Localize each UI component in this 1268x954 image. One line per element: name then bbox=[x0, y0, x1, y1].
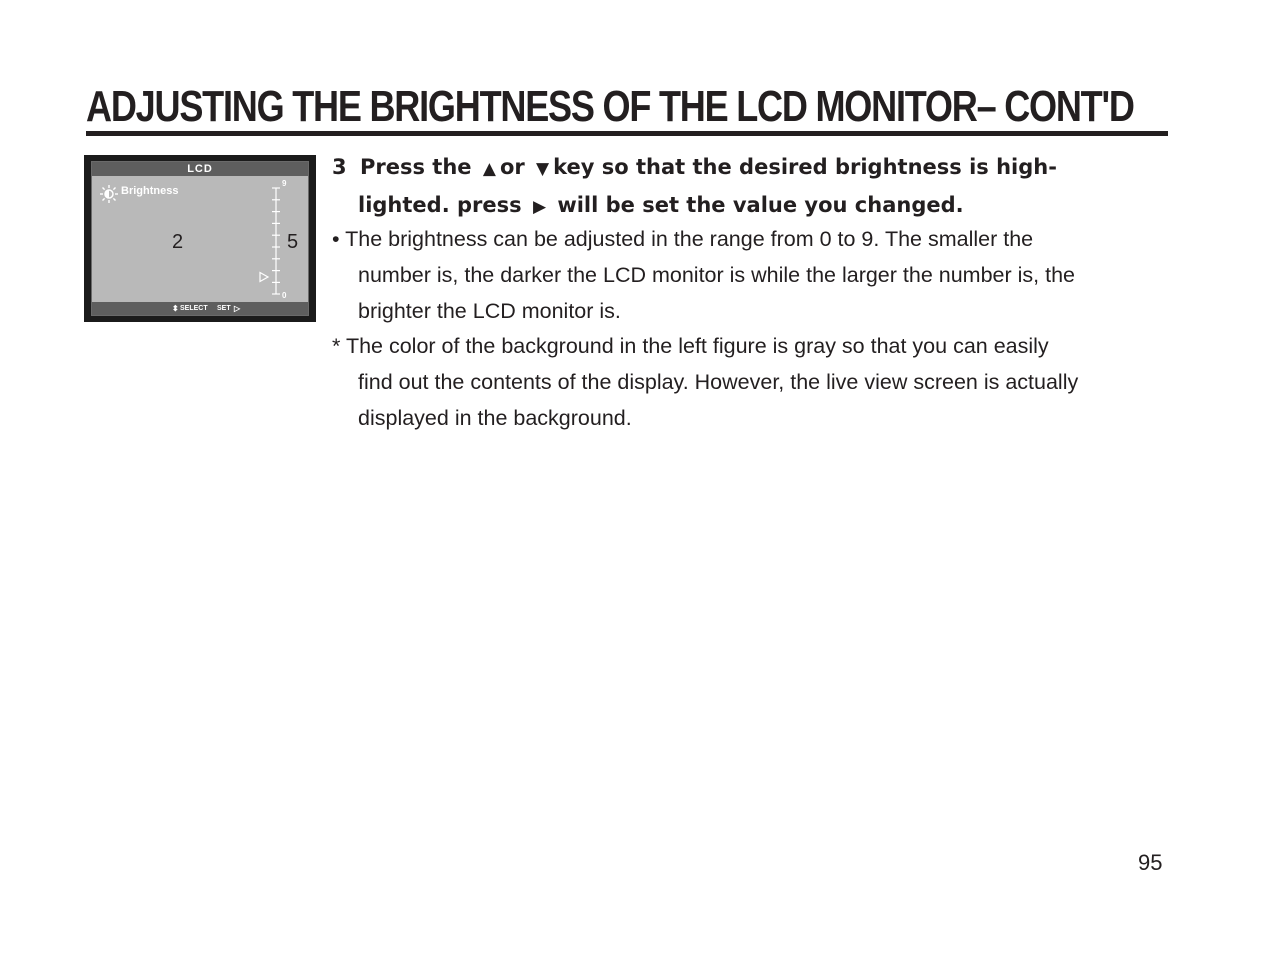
lcd-current-value: 2 bbox=[172, 231, 184, 253]
step-text-1: Press the bbox=[360, 155, 472, 179]
up-key-icon: ▲ bbox=[482, 159, 496, 179]
asterisk-line-1: * The color of the background in the left figure is gray so that you can easily bbox=[332, 334, 1049, 358]
lcd-footer-set: SET bbox=[217, 305, 231, 312]
sun-brightness-icon bbox=[99, 184, 119, 204]
brightness-range-note bbox=[332, 221, 1192, 329]
asterisk-line-2: find out the contents of the display. However, the live view screen is actually bbox=[358, 370, 1079, 394]
bullet-line-3: brighter the LCD monitor is. bbox=[358, 299, 621, 323]
bullet-line-2: number is, the darker the LCD monitor is while the larger the number is, the bbox=[358, 263, 1075, 287]
step-number: 3 bbox=[332, 155, 347, 179]
lcd-footer bbox=[92, 302, 308, 315]
step-text-4: lighted. press bbox=[358, 193, 522, 217]
step-text-5: will be set the value you changed. bbox=[557, 193, 964, 217]
lcd-screen-display bbox=[91, 161, 309, 316]
lcd-scale-max: 9 bbox=[282, 179, 287, 188]
step-text-2: or bbox=[499, 155, 525, 179]
asterisk-line-3: displayed in the background. bbox=[358, 406, 632, 430]
lcd-value-pointer-icon bbox=[260, 273, 268, 282]
lcd-screen-figure bbox=[84, 155, 316, 322]
lcd-scale-min: 0 bbox=[282, 291, 287, 300]
step-3-instruction bbox=[332, 149, 1192, 225]
lcd-brightness-scale bbox=[257, 184, 281, 299]
lcd-item-label: Brightness bbox=[121, 185, 179, 197]
right-arrow-icon: ▷ bbox=[234, 304, 241, 313]
lcd-new-value: 5 bbox=[287, 231, 299, 253]
bullet-line-1: • The brightness can be adjusted in the range from 0 to 9. The smaller the bbox=[332, 227, 1034, 251]
step-text-3: key so that the desired brightness is high- bbox=[553, 155, 1057, 179]
lcd-footer-select: SELECT bbox=[180, 305, 208, 312]
up-down-arrows-icon: ⬍ bbox=[172, 304, 179, 313]
down-key-icon: ▼ bbox=[536, 159, 550, 179]
title-underline bbox=[86, 131, 1168, 136]
right-key-icon: ▶ bbox=[532, 197, 547, 217]
background-color-note bbox=[332, 328, 1192, 436]
page-number: 95 bbox=[1138, 850, 1163, 875]
page-title: ADJUSTING THE BRIGHTNESS OF THE LCD MONITOR– CONT'D bbox=[86, 82, 1134, 131]
lcd-header: LCD bbox=[92, 162, 308, 176]
